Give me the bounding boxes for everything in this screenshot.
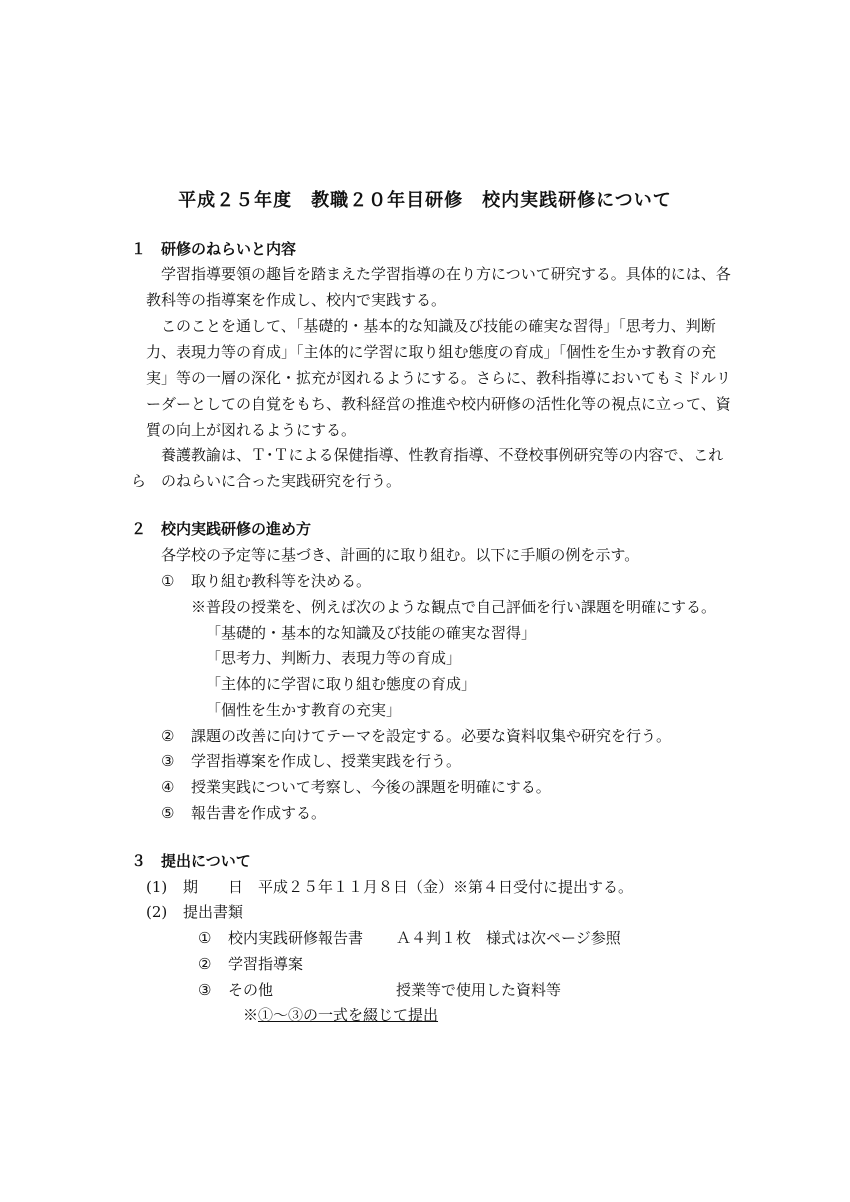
item-label: 提出書類 xyxy=(183,903,244,921)
step-number: ④ xyxy=(161,778,175,796)
step-text: 報告書を作成する。 xyxy=(191,804,327,822)
viewpoint-item: 「個性を生かす教育の充実」 xyxy=(206,701,402,719)
doc-name: その他 xyxy=(228,981,274,999)
section2-heading: ２ 校内実践研修の進め方 xyxy=(131,520,312,538)
section1-p1-line2: 教科等の指導案を作成し、校内で実践する。 xyxy=(146,291,447,309)
section1-p2-line2: 力、表現力等の育成」「主体的に学習に取り組む態度の育成」「個性を生かす教育の充 xyxy=(146,343,717,361)
step-text: 課題の改善に向けてテーマを設定する。必要な資料収集や研究を行う。 xyxy=(191,727,672,745)
step-text: 学習指導案を作成し、授業実践を行う。 xyxy=(191,752,462,770)
doc-detail: 授業等で使用した資料等 xyxy=(396,981,562,999)
viewpoint-item: 「基礎的・基本的な知識及び技能の確実な習得」 xyxy=(206,624,537,642)
item-label: 期 日 xyxy=(183,878,244,896)
deadline-text: 平成２５年１１月８日（金）※第４日受付に提出する。 xyxy=(258,878,634,896)
doc-number: ① xyxy=(198,929,212,947)
doc-number: ③ xyxy=(198,981,212,999)
item-number: (2) xyxy=(146,903,168,921)
section1-p2-line4: ーダーとしての自覚をもち、教科経営の推進や校内研修の活性化等の視点に立って、資 xyxy=(146,395,731,413)
doc-name: 学習指導案 xyxy=(228,955,304,973)
section1-p3-line1: 養護教諭は、Ｔ･Ｔによる保健指導、性教育指導、不登校事例研究等の内容で、これ xyxy=(161,446,724,464)
section1-p1-line1: 学習指導要領の趣旨を踏まえた学習指導の在り方について研究する。具体的には、各 xyxy=(161,265,731,283)
item-number: (1) xyxy=(146,878,168,896)
page-title: 平成２５年度 教職２０年目研修 校内実践研修について xyxy=(178,190,672,211)
final-note xyxy=(243,1005,438,1025)
step-number: ② xyxy=(161,727,175,745)
step-text: 授業実践について考察し、今後の課題を明確にする。 xyxy=(191,778,551,796)
step-number: ⑤ xyxy=(161,804,175,822)
section1-heading: １ 研修のねらいと内容 xyxy=(131,240,297,258)
final-note-underlined: ①～③の一式を綴じて提出 xyxy=(258,1006,439,1024)
viewpoint-item: 「主体的に学習に取り組む態度の育成」 xyxy=(206,675,477,693)
doc-name: 校内実践研修報告書 xyxy=(228,929,364,947)
step-number: ① xyxy=(161,572,175,590)
doc-number: ② xyxy=(198,955,212,973)
section1-p2-line3: 実」等の一層の深化・拡充が図れるようにする。さらに、教科指導においてもミドルリ xyxy=(146,369,732,387)
section1-p2-line5: 質の向上が図れるようにする。 xyxy=(146,421,357,439)
doc-detail: Ａ４判１枚 様式は次ページ参照 xyxy=(396,929,621,947)
section2-note: ※普段の授業を、例えば次のような観点で自己評価を行い課題を明確にする。 xyxy=(191,598,717,616)
step-number: ③ xyxy=(161,752,175,770)
step-text: 取り組む教科等を決める。 xyxy=(191,572,372,590)
final-note-prefix: ※ xyxy=(243,1006,259,1024)
section1-p2-line1: このことを通して、「基礎的・基本的な知識及び技能の確実な習得」「思考力、判断 xyxy=(161,317,716,335)
viewpoint-item: 「思考力、判断力、表現力等の育成」 xyxy=(206,649,462,667)
section3-heading: ３ 提出について xyxy=(131,852,251,870)
section1-p3-line2: ら のねらいに合った実践研究を行う。 xyxy=(131,472,402,490)
section2-intro: 各学校の予定等に基づき、計画的に取り組む。以下に手順の例を示す。 xyxy=(161,546,640,564)
